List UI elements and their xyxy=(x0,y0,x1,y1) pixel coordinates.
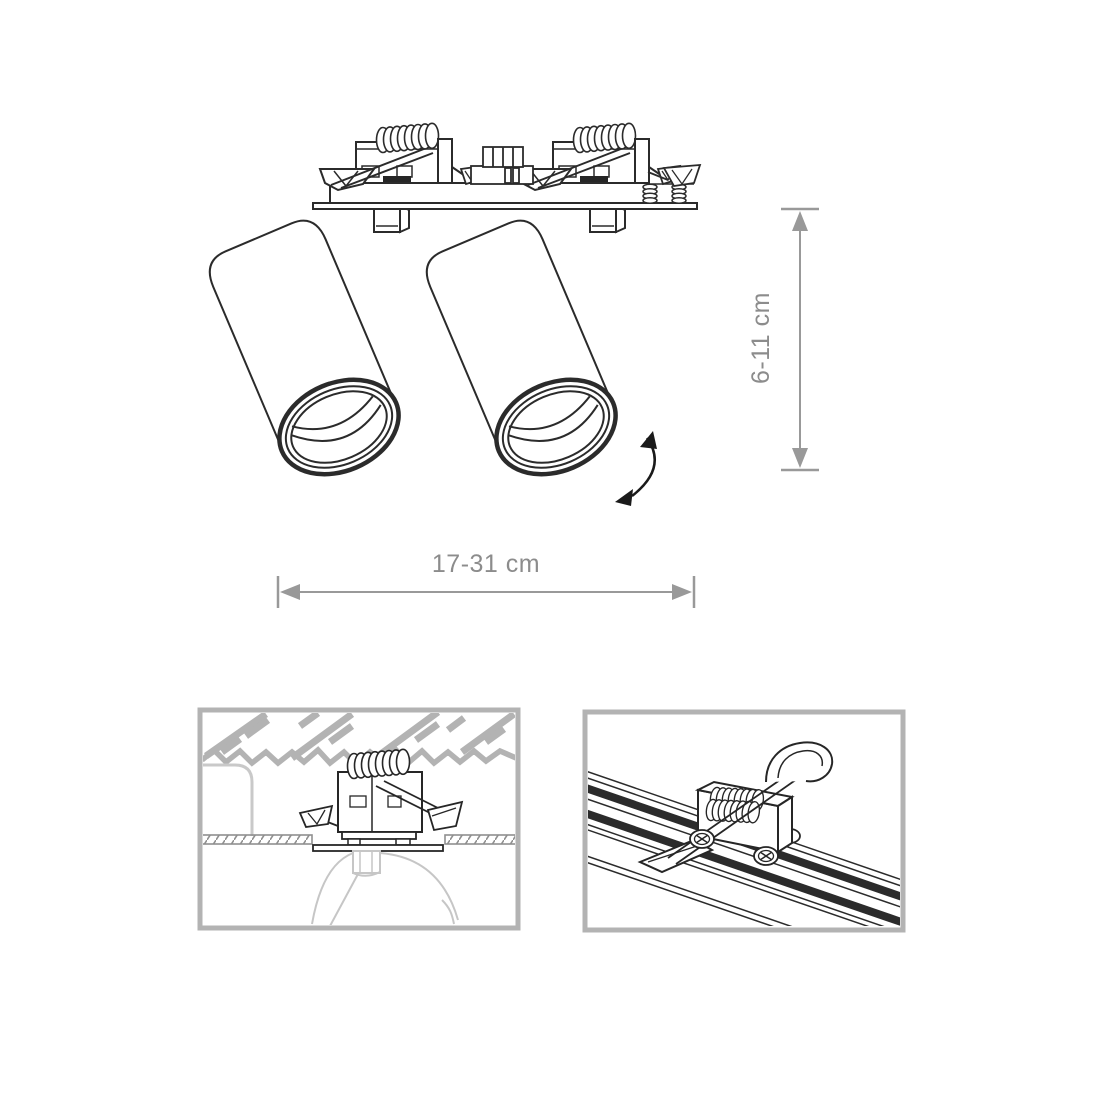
cylinder-right xyxy=(418,213,630,492)
inset-track-mounting xyxy=(530,712,946,976)
width-dimension-label: 17-31 cm xyxy=(431,550,541,578)
mounting-housing xyxy=(330,183,648,203)
height-dimension-label: 6-11 cm xyxy=(747,292,775,384)
rotation-arrow-icon xyxy=(615,431,657,506)
fixture-drawing xyxy=(201,123,700,491)
spring-clip-right xyxy=(517,123,680,190)
mounting-plate xyxy=(313,203,697,209)
width-dimension xyxy=(278,576,694,608)
terminal-block xyxy=(471,147,533,184)
edge-springs xyxy=(643,165,700,203)
cylinder-left xyxy=(201,213,413,492)
screw-icon xyxy=(690,830,714,848)
inset-recessed-mounting xyxy=(200,710,518,928)
height-dimension xyxy=(781,209,819,470)
spring-clip-left xyxy=(320,123,483,190)
screw-icon xyxy=(754,847,778,865)
